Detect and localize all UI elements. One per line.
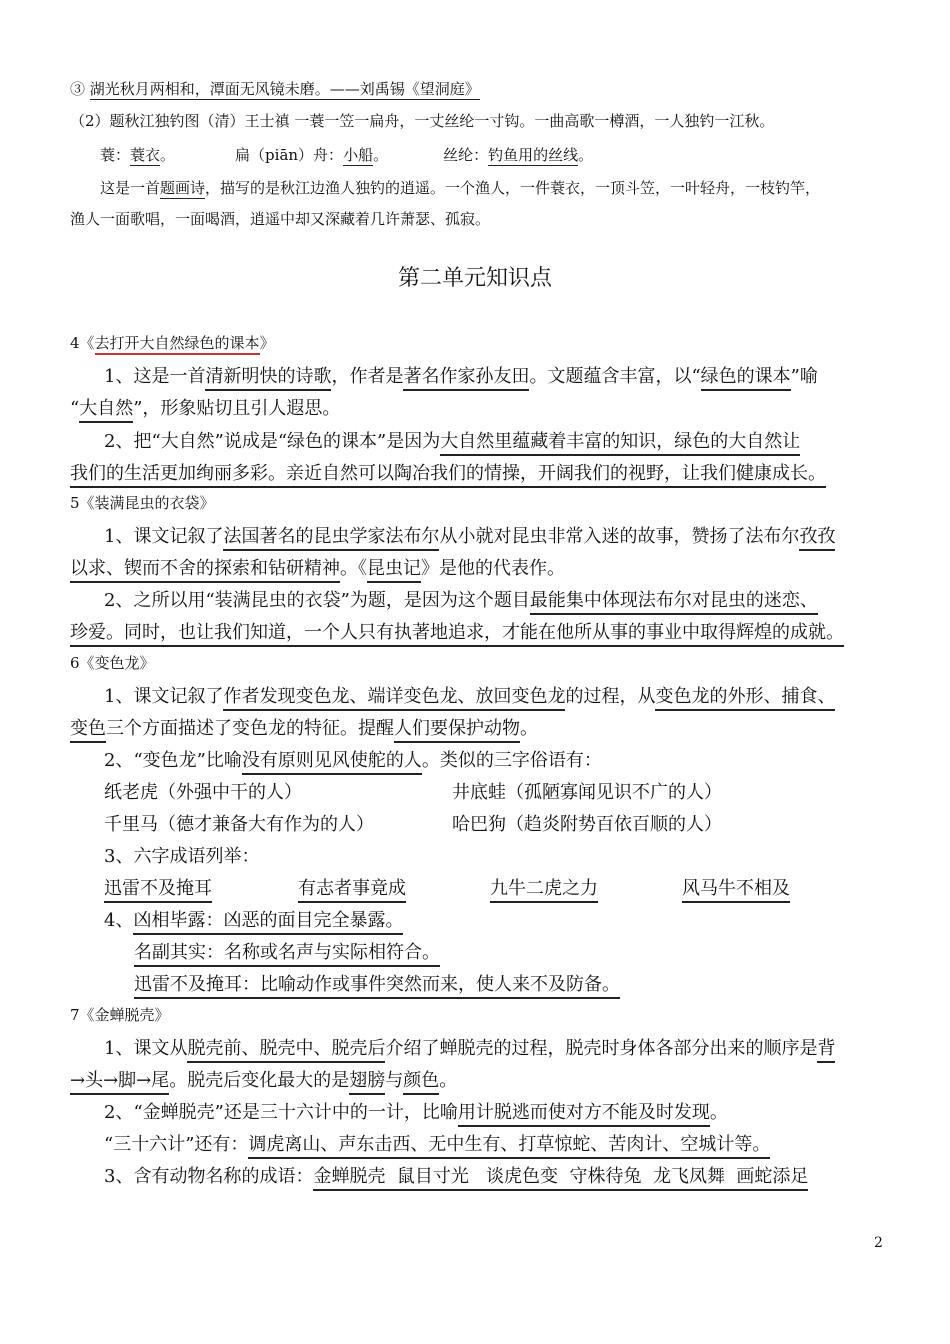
text: 。: [520, 718, 538, 739]
underlined-text: 脱壳前、脱壳中、脱壳后: [187, 1038, 385, 1063]
underlined-text: 孜孜: [799, 526, 835, 551]
def-label: 丝纶：: [443, 146, 489, 164]
underlined-text: 绿色的课本: [701, 366, 791, 391]
underlined-text: 作者发现变色龙、端详变色龙、放回变色龙: [223, 686, 565, 711]
idiom: 风马牛不相及: [682, 878, 790, 903]
l6-p3: 3、六字成语列举：: [104, 846, 260, 867]
l5-p2-line1: [104, 586, 818, 612]
text: 2、“金蝉脱壳”还是三十六计中的一计，比喻: [104, 1102, 458, 1123]
def-label: 扁（piān）舟：: [235, 146, 344, 164]
text: 。: [709, 1102, 728, 1123]
l4-p1-line1: [104, 362, 818, 388]
text: 4《: [70, 334, 95, 352]
underlined-text: 我们的生活更加绚丽多彩。亲近自然可以陶冶我们的情操，开阔我们的视野，让我们健康成长。: [70, 463, 826, 488]
text: 。脱壳后变化最大的是: [169, 1070, 350, 1091]
poem-text: 湖光秋月两相和，潭面无风镜未磨。——刘禹锡《望洞庭》: [89, 80, 480, 98]
text: ”喻: [790, 366, 818, 387]
poem-explain-1: [100, 177, 820, 198]
text: 》: [259, 334, 275, 352]
l7-p2: [104, 1098, 728, 1124]
idiom-4: [682, 874, 790, 900]
underlined-text: 用计脱逃而使对方不能及时发现: [458, 1102, 710, 1127]
def-tail: 。: [160, 146, 176, 164]
underlined-text: 变色: [70, 718, 106, 743]
def-tail: 。: [373, 146, 389, 164]
underlined-text: 最能集中体现法布尔对昆虫的迷恋、: [530, 590, 818, 615]
def-value: 小船: [343, 146, 374, 164]
text: 2、“变色龙”比喻: [104, 750, 242, 771]
text: 1、这是一首: [104, 366, 206, 387]
text: 2、把“大自然”说成是“绿色的课本”是因为: [104, 431, 441, 452]
text: 1、课文从: [104, 1038, 188, 1059]
saying-4: 哈巴狗（趋炎附势百依百顺的人）: [452, 814, 722, 835]
circled-number: ③: [70, 80, 90, 98]
poem-explain-2: 渔人一面歌唱，一面喝酒，逍遥中却又深藏着几许萧瑟、孤寂。: [70, 210, 491, 228]
underlined-text: 昆虫记: [367, 558, 421, 583]
underlined-text: 大自然: [79, 398, 133, 423]
l5-p1-line1: [104, 522, 835, 548]
saying-3: 千里马（德才兼备大有作为的人）: [104, 814, 374, 835]
underlined-text: 大自然里蕴藏着丰富的知识，绿色的大自然让: [440, 431, 800, 456]
definitions-line: [100, 144, 593, 165]
lesson-7-heading: 7《金蝉脱壳》: [70, 1006, 170, 1024]
underlined-text: 著名作家孙友田: [403, 366, 529, 391]
l7-p3: [104, 1130, 770, 1156]
underlined-text: →头→脚→尾: [70, 1070, 169, 1095]
text: 。《: [340, 558, 367, 579]
def-label: 蓑：: [100, 146, 131, 164]
underlined-text: 调虎离山、声东击西、无中生有、打草惊蛇、苦肉计、空城计等。: [248, 1134, 770, 1159]
saying-1: 纸老虎（外强中干的人）: [104, 782, 302, 803]
text: 2、之所以用“装满昆虫的衣袋”为题，是因为这个题目: [104, 590, 530, 611]
l6-p1-line1: [104, 682, 835, 708]
text: 。文题蕴含丰富，以“: [529, 366, 701, 387]
underlined-text: 背: [817, 1038, 835, 1063]
underlined-text: 名副其实：名称或名声与实际相符合。: [134, 942, 440, 967]
l6-p4-line1: [104, 906, 403, 932]
lesson-4-heading: [70, 332, 275, 353]
underlined-text: 凶相毕露：凶恶的面目完全暴露。: [133, 910, 403, 935]
underlined-text: 人们要保护动物: [394, 718, 520, 743]
l4-p2-line2: [70, 459, 826, 485]
text: 》是他的代表作。: [421, 558, 565, 579]
l6-p4-line2: [134, 938, 440, 964]
text: 。类似的三字俗语有：: [421, 750, 602, 771]
text: 1、课文记叙了: [104, 686, 224, 707]
poem-title-line: （2）题秋江独钓图（清）王士禛 一蓑一笠一扁舟，一丈丝纶一寸钩。一曲高歌一樽酒，一人独钓一江秋。: [70, 112, 775, 130]
text: ，作者是: [331, 366, 404, 387]
l7-p1-line1: [104, 1034, 835, 1060]
text: 1、课文记叙了: [104, 526, 224, 547]
underlined-text: 迅雷不及掩耳：比喻动作或事件突然而来，使人来不及防备。: [134, 974, 620, 999]
text: 3、含有动物名称的成语：: [104, 1166, 314, 1187]
lesson-5-heading: 5《装满昆虫的衣袋》: [70, 494, 215, 512]
page-number: 2: [874, 1235, 883, 1251]
l6-p1-line2: [70, 714, 538, 740]
l5-p1-line2: [70, 554, 565, 580]
l6-p2: [104, 746, 602, 772]
underlined-text: 金蝉脱壳 鼠目寸光 谈虎色变 守株待兔 龙飞凤舞 画蛇添足: [313, 1166, 808, 1191]
underlined-text: 翅膀: [349, 1070, 385, 1095]
l7-p4: [104, 1162, 808, 1188]
text: “: [70, 398, 80, 419]
l7-p1-line2: [70, 1066, 457, 1092]
saying-2: 井底蛙（孤陋寡闻见识不广的人）: [452, 782, 722, 803]
text: 与: [385, 1070, 404, 1091]
text: 。: [439, 1070, 458, 1091]
idiom: 有志者事竟成: [298, 878, 406, 903]
def-tail: 。: [578, 146, 594, 164]
poem-line-3: [70, 78, 480, 99]
text: 介绍了蝉脱壳的过程，脱壳时身体各部分出来的顺序是: [385, 1038, 818, 1059]
underlined-text: 没有原则见风使舵的人: [242, 750, 422, 775]
def-value: 蓑衣: [130, 146, 161, 164]
lesson-6-heading: 6《变色龙》: [70, 654, 155, 672]
idiom-1: [104, 874, 212, 900]
text: 4、: [104, 910, 134, 931]
text: 的过程，从: [565, 686, 656, 707]
l5-p2-line2: [70, 618, 844, 644]
idiom-2: [298, 874, 406, 900]
underlined-text: 题画诗: [160, 179, 206, 197]
underlined-text: 清新明快的诗歌: [205, 366, 331, 391]
text: ”，形象贴切且引人遐思。: [133, 398, 341, 419]
text: ，描写的是秋江边渔人独钓的逍遥。一个渔人，一件蓑衣，一顶斗笠，一叶轻舟，一枝钓竿，: [205, 179, 821, 197]
text: 这是一首: [100, 179, 161, 197]
idiom: 九牛二虎之力: [490, 878, 598, 903]
underlined-text: 以求、锲而不舍的探索和钻研精神: [70, 558, 340, 583]
underlined-text: 变色龙的外形、捕食、: [655, 686, 835, 711]
def-value: 钓鱼用的丝线: [488, 146, 579, 164]
underlined-text: 珍爱。同时，也让我们知道，一个人只有执著地追求，才能在他所从事的事业中取得辉煌的成就。: [70, 622, 844, 647]
l4-p2-line1: [104, 427, 800, 453]
underlined-text: 法国著名的昆虫学家法布尔: [223, 526, 439, 551]
underlined-text: 颜色: [403, 1070, 439, 1095]
idiom-3: [490, 874, 598, 900]
unit-title: 第二单元知识点: [397, 266, 552, 291]
text: 三个方面描述了变色龙的特征。提醒: [106, 718, 394, 739]
text: 从小就对昆虫非常入迷的故事，赞扬了法布尔: [439, 526, 800, 547]
lesson-title: 去打开大自然绿色的课本: [95, 334, 260, 355]
l6-p4-line3: [134, 970, 620, 996]
idiom: 迅雷不及掩耳: [104, 878, 212, 903]
l4-p1-line2: [70, 394, 340, 420]
text: “三十六计”还有：: [104, 1134, 249, 1155]
